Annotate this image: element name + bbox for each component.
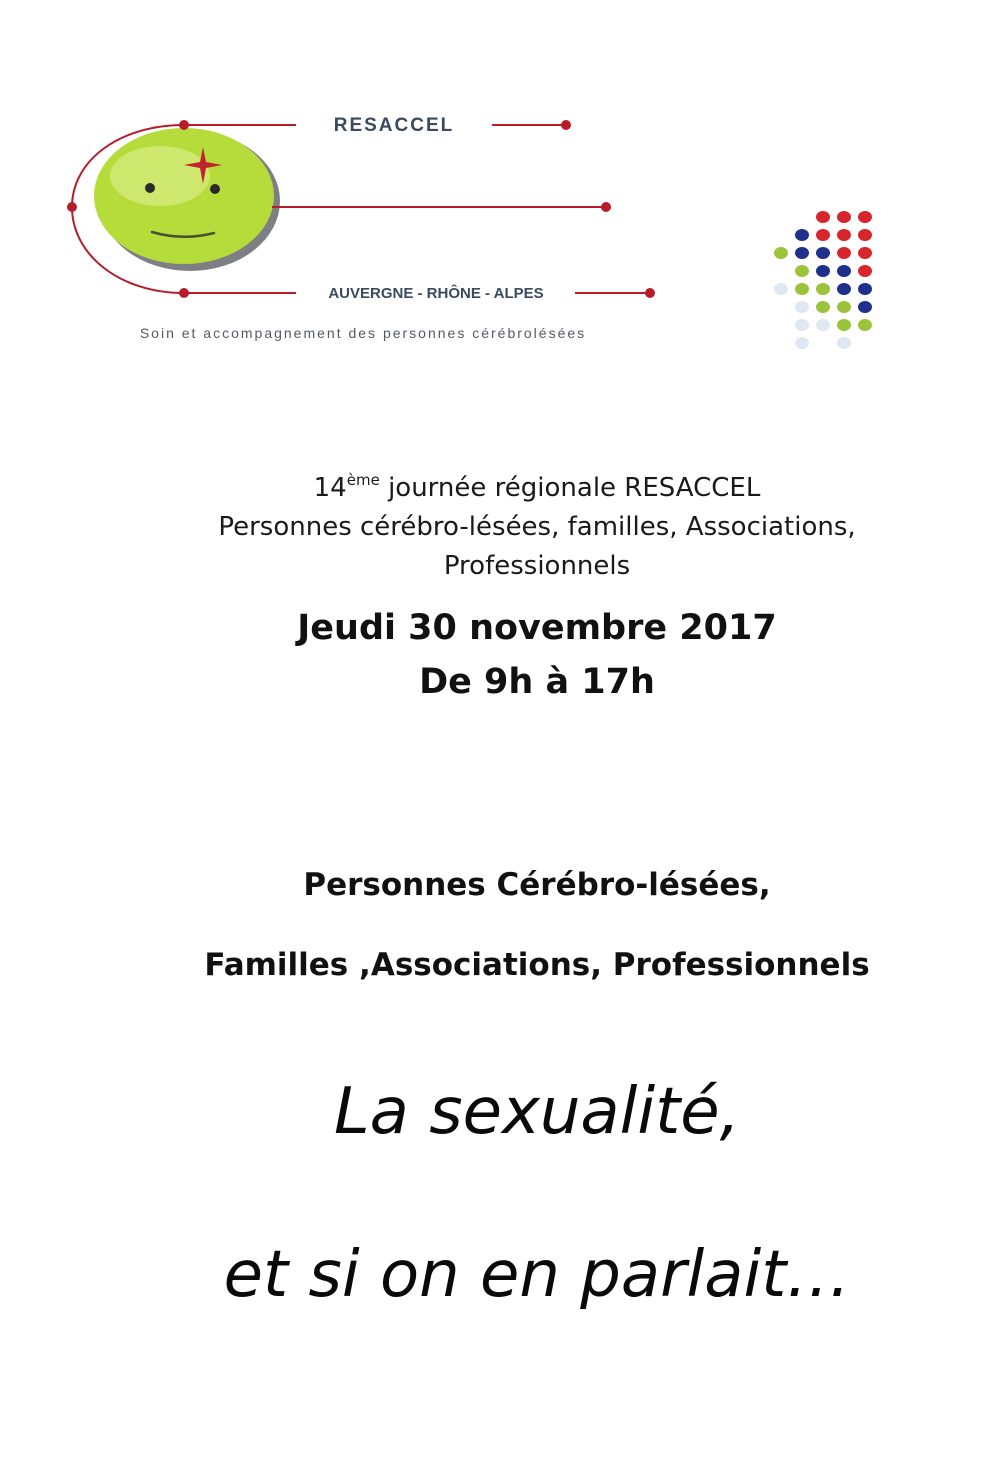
decorative-dot [816,247,830,259]
decorative-dot [837,301,851,313]
event-professionals-line: Professionnels [443,551,631,581]
decorative-dot [837,319,851,331]
decorative-dot [837,337,851,349]
logo-region: AUVERGNE - RHÔNE - ALPES [328,285,544,302]
event-info [160,461,914,586]
logo-tagline: Soin et accompagnement des personnes cérébrolésées [139,325,587,341]
decorative-dot [858,319,872,331]
decorative-dot [837,247,851,259]
decorative-dot [816,283,830,295]
decorative-dot-grid [765,205,885,355]
decorative-dot [795,265,809,277]
decorative-dot [837,229,851,241]
decorative-dot [858,247,872,259]
decorative-dot [774,283,788,295]
decorative-dot [774,247,788,259]
decorative-dot [837,265,851,277]
decorative-dot [816,229,830,241]
decorative-dot [795,283,809,295]
decorative-dot [837,211,851,223]
decorative-dot [858,265,872,277]
decorative-dot [816,211,830,223]
title-line-1: La sexualité, [334,1075,740,1149]
decorative-dot [816,301,830,313]
decorative-dot [795,337,809,349]
decorative-dot [795,301,809,313]
event-number-suffix: ème [346,471,380,489]
event-date [160,601,914,709]
decorative-dot [858,229,872,241]
decorative-dot [858,211,872,223]
decorative-dot [795,247,809,259]
decorative-dot [795,319,809,331]
logo-eye-right [210,184,220,194]
event-day: Jeudi 30 novembre 2017 [297,608,777,648]
event-audience-line: Personnes cérébro-lésées, familles, Associations, [218,512,856,542]
event-edition-line [160,461,914,508]
event-name: journée régionale RESACCEL [379,473,761,503]
audience-line-1: Personnes Cérébro-lésées, [303,867,771,903]
logo-name: RESACCEL [333,115,455,136]
decorative-dot [795,229,809,241]
decorative-dot [816,319,830,331]
title-line-2: et si on en parlait… [223,1238,851,1312]
decorative-dot [858,301,872,313]
decorative-dot [816,265,830,277]
decorative-dot [858,283,872,295]
decorative-dot [837,283,851,295]
resaccel-logo [0,0,700,360]
audience-line-2: Familles ,Associations, Professionnels [204,947,870,983]
logo-eye-left [145,183,155,193]
event-number: 14 [313,473,347,503]
event-hours: De 9h à 17h [419,662,655,702]
